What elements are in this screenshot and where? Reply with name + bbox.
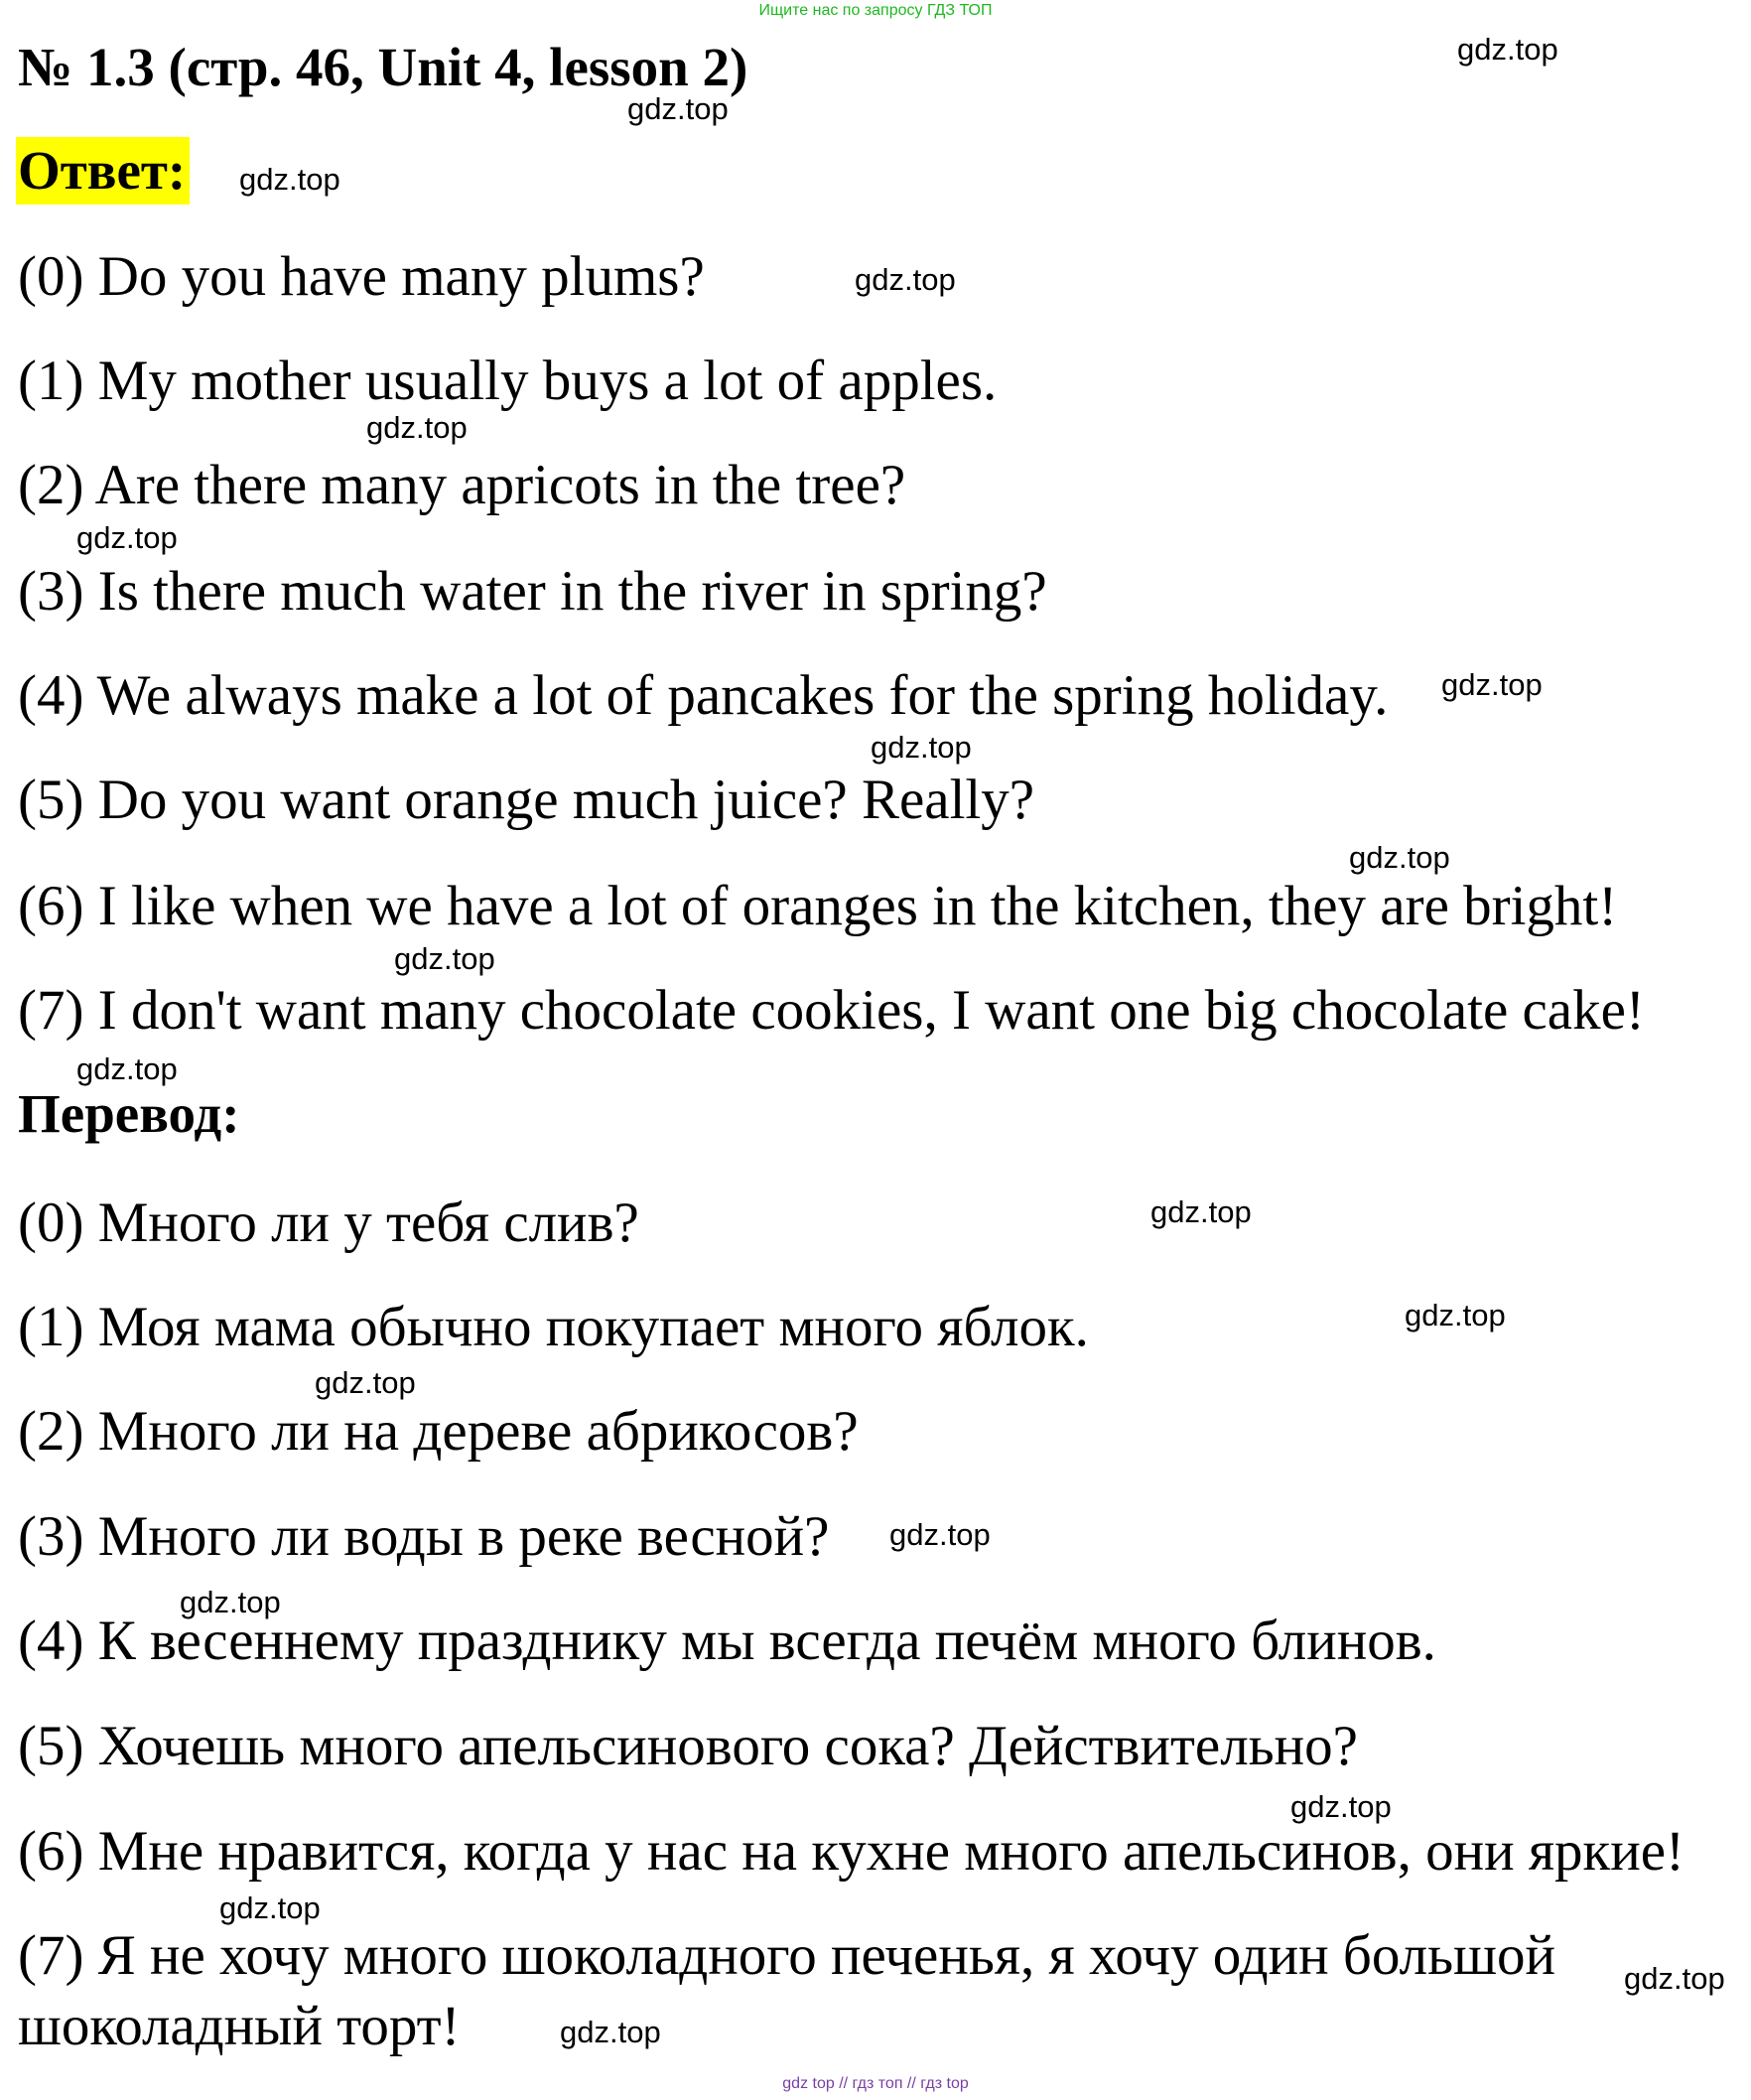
watermark: gdz.top [889, 1517, 991, 1552]
watermark: gdz.top [76, 520, 178, 555]
watermark: gdz.top [560, 2015, 661, 2049]
translation-line-7-cont: шоколадный торт! [18, 1995, 461, 2057]
watermark: gdz.top [1349, 840, 1450, 875]
watermark: gdz.top [627, 91, 729, 126]
translation-line-1: (1) Моя мама обычно покупает много яблок. [18, 1296, 1089, 1358]
translation-line-4: (4) К весеннему празднику мы всегда печём много блинов. [18, 1610, 1436, 1672]
watermark: gdz.top [1457, 32, 1558, 67]
answer-label: Ответ: [16, 137, 190, 205]
watermark: gdz.top [1150, 1194, 1252, 1229]
answer-line-0: (0) Do you have many plums? [18, 245, 705, 308]
watermark: gdz.top [239, 162, 340, 197]
watermark: gdz.top [315, 1365, 416, 1400]
translation-label: Перевод: [18, 1083, 240, 1144]
translation-line-0: (0) Много ли у тебя слив? [18, 1191, 639, 1254]
top-banner: Ищите нас по запросу ГДЗ ТОП [758, 2, 993, 19]
watermark: gdz.top [366, 410, 468, 445]
watermark: gdz.top [394, 941, 495, 976]
watermark: gdz.top [1624, 1961, 1725, 1996]
answer-line-2: (2) Are there many apricots in the tree? [18, 454, 906, 516]
bottom-banner: gdz top // гдз топ // гдз top [782, 2075, 969, 2092]
watermark: gdz.top [76, 1051, 178, 1086]
watermark: gdz.top [180, 1585, 281, 1619]
answer-line-6: (6) I like when we have a lot of oranges in the kitchen, they are bright! [18, 875, 1618, 937]
answer-line-3: (3) Is there much water in the river in spring? [18, 560, 1047, 623]
watermark: gdz.top [855, 262, 956, 297]
answer-line-1: (1) My mother usually buys a lot of apples. [18, 350, 998, 412]
translation-line-6: (6) Мне нравится, когда у нас на кухне много апельсинов, они яркие! [18, 1820, 1685, 1883]
translation-line-2: (2) Много ли на дереве абрикосов? [18, 1400, 859, 1463]
watermark: gdz.top [219, 1890, 321, 1925]
translation-line-5: (5) Хочешь много апельсинового сока? Действительно? [18, 1715, 1358, 1777]
page-title: № 1.3 (стр. 46, Unit 4, lesson 2) [18, 37, 748, 97]
watermark: gdz.top [1290, 1789, 1392, 1824]
translation-line-3: (3) Много ли воды в реке весной? [18, 1505, 830, 1568]
answer-line-4: (4) We always make a lot of pancakes for the spring holiday. [18, 664, 1389, 727]
watermark: gdz.top [871, 730, 972, 765]
answer-line-7: (7) I don't want many chocolate cookies, I want one big chocolate cake! [18, 979, 1645, 1042]
watermark: gdz.top [1441, 667, 1543, 702]
watermark: gdz.top [1405, 1298, 1506, 1332]
translation-line-7: (7) Я не хочу много шоколадного печенья, я хочу один большой [18, 1924, 1555, 1987]
answer-line-5: (5) Do you want orange much juice? Really? [18, 769, 1035, 831]
